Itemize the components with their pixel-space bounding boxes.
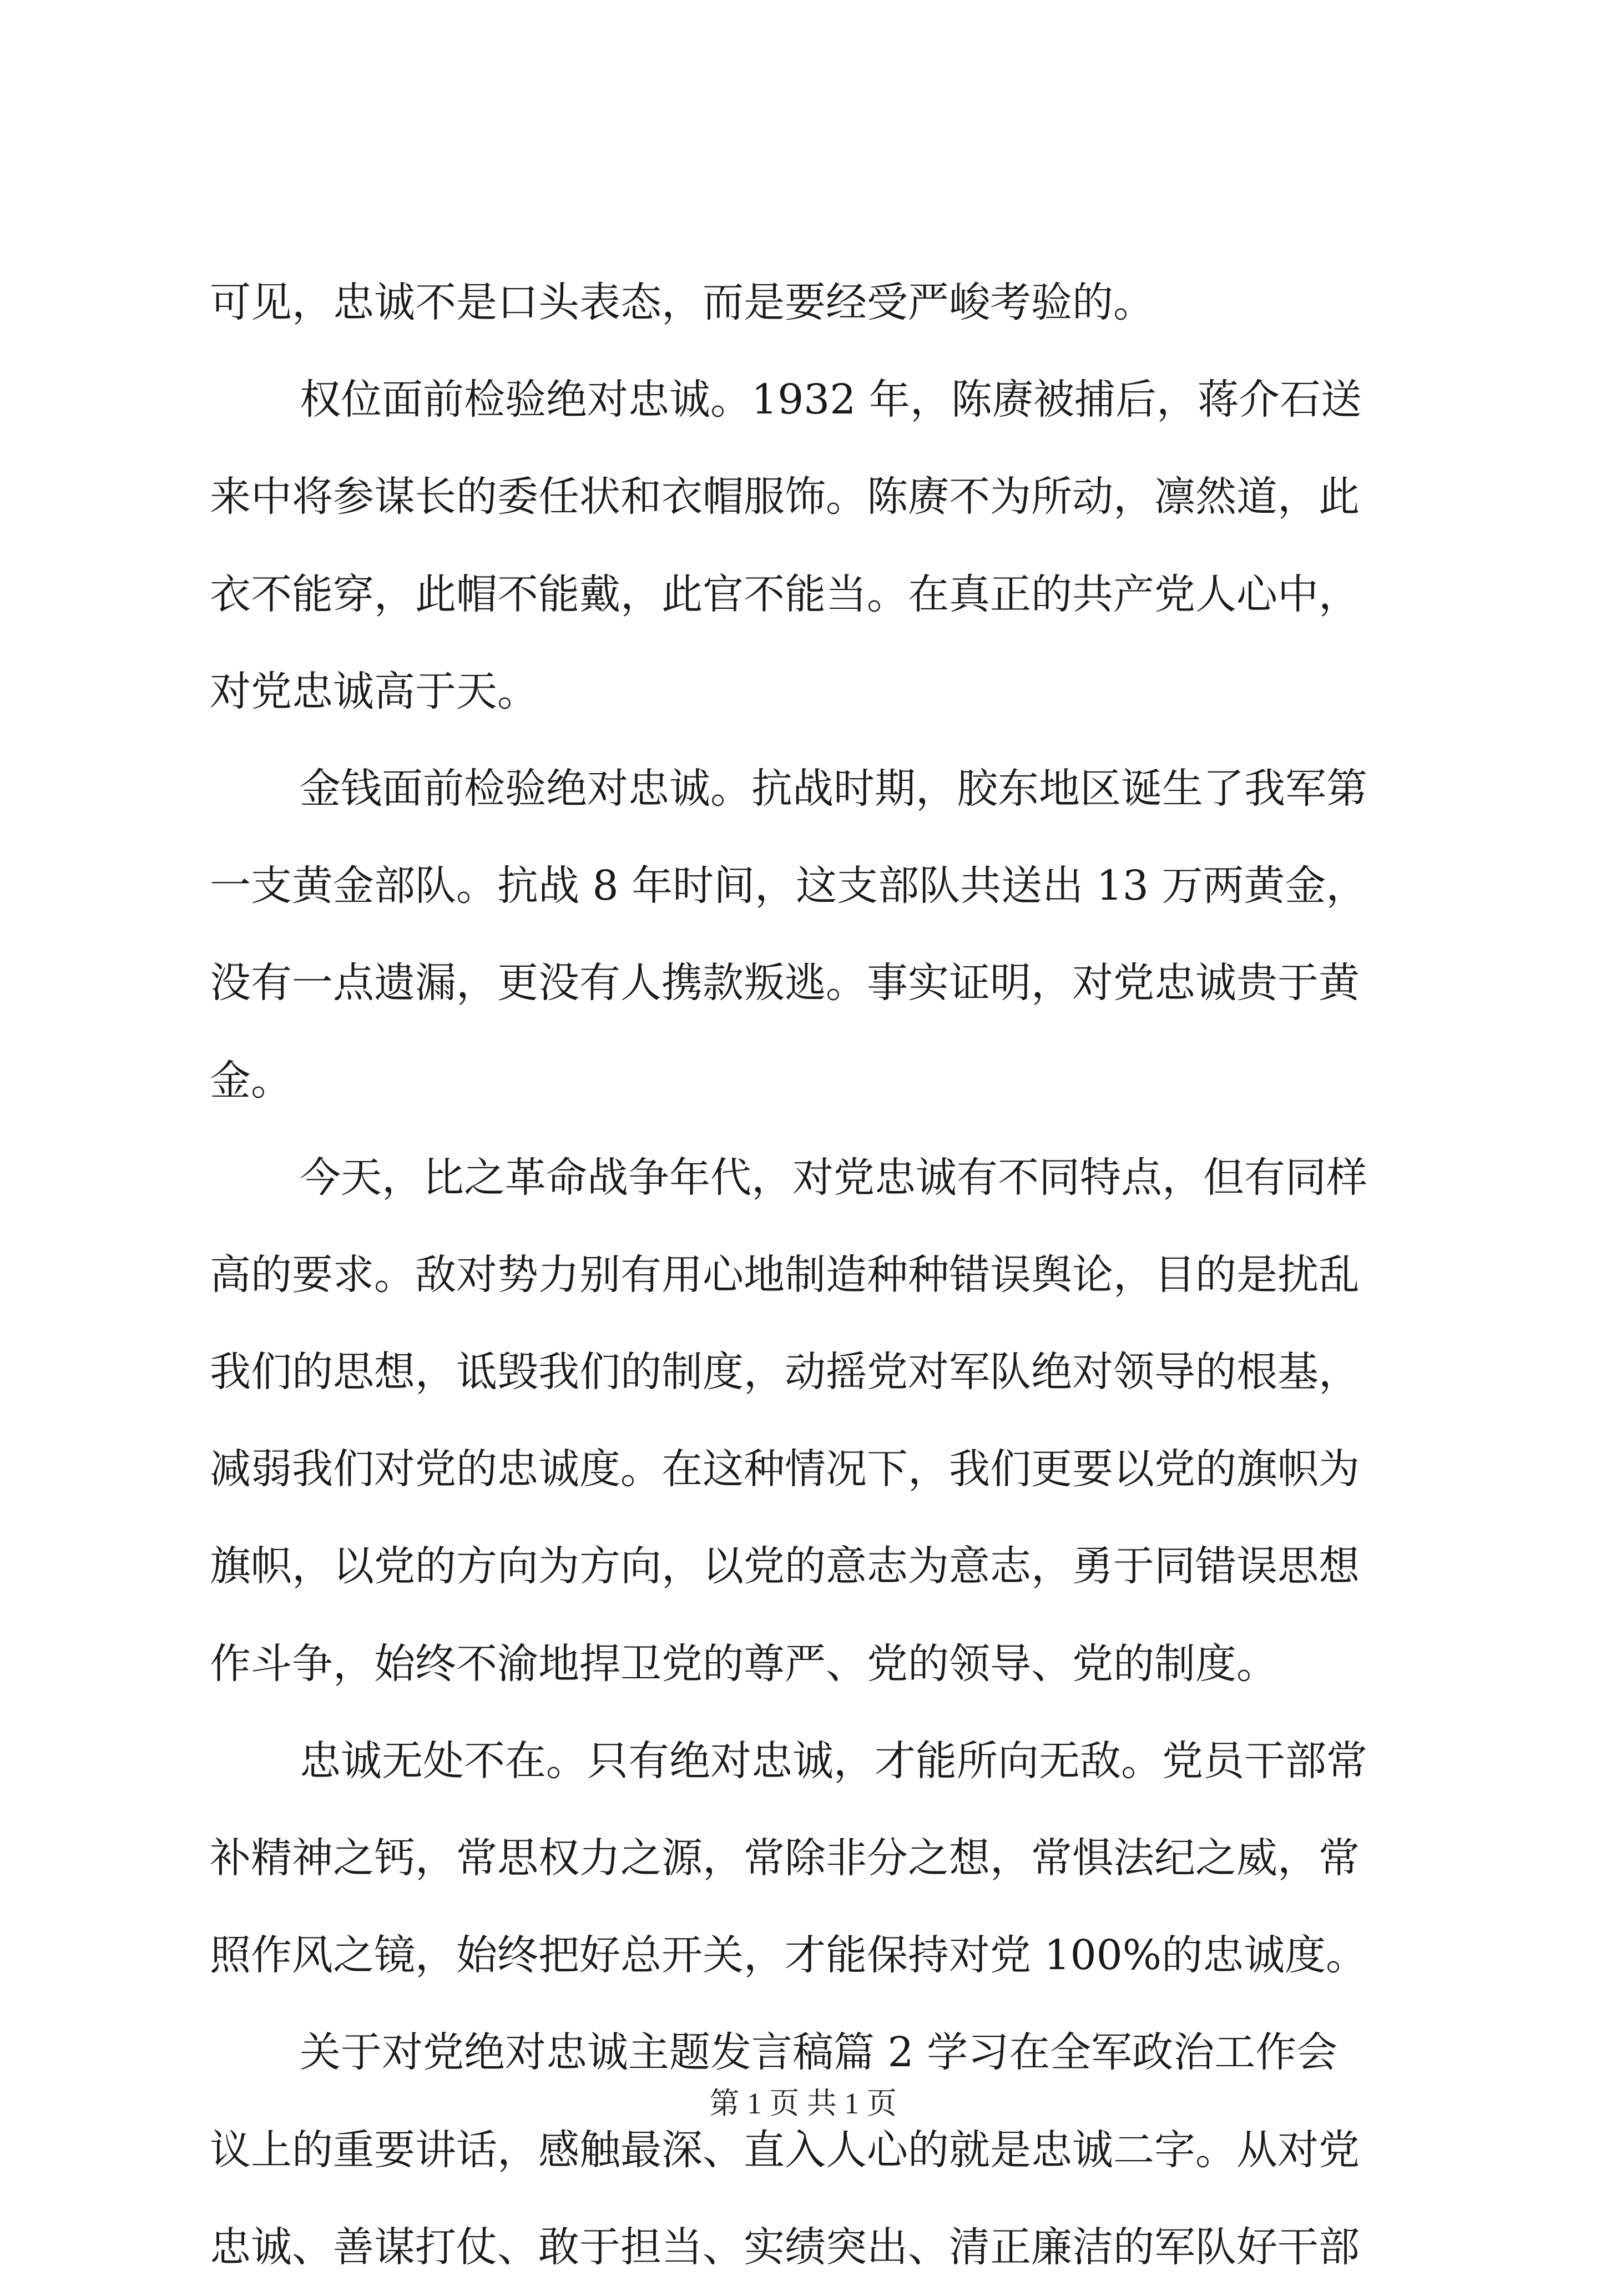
text-line: 忠诚、善谋打仗、敢于担当、实绩突出、清正廉洁的军队好干部 [210,2223,1360,2271]
text-line: 补精神之钙，常思权力之源，常除非分之想，常惧法纪之威，常 [210,1834,1360,1882]
text-line: 高的要求。敌对势力别有用心地制造种种错误舆论，目的是扰乱 [210,1250,1360,1299]
text-line: 今天，比之革命战争年代，对党忠诚有不同特点，但有同样 [300,1153,1367,1202]
page-footer: 第 1 页 共 1 页 [709,2087,897,2120]
text-line: 没有一点遗漏，更没有人携款叛逃。事实证明，对党忠诚贵于黄 [210,959,1360,1007]
text-line: 忠诚无处不在。只有绝对忠诚，才能所向无敌。党员干部常 [300,1737,1367,1785]
text-line: 关于对党绝对忠诚主题发言稿篇 2 学习在全军政治工作会 [300,2028,1338,2077]
text-line: 权位面前检验绝对忠诚。1932 年，陈赓被捕后，蒋介石送 [300,376,1362,424]
text-line: 一支黄金部队。抗战 8 年时间，这支部队共送出 13 万两黄金， [210,862,1367,910]
text-line: 议上的重要讲话，感触最深、直入人心的就是忠诚二字。从对党 [210,2126,1360,2174]
text-line: 衣不能穿，此帽不能戴，此官不能当。在真正的共产党人心中， [210,570,1360,618]
text-line: 我们的思想，诋毁我们的制度，动摇党对军队绝对领导的根基， [210,1348,1360,1396]
text-line: 金钱面前检验绝对忠诚。抗战时期，胶东地区诞生了我军第 [300,764,1367,813]
text-line: 作斗争，始终不渝地捍卫党的尊严、党的领导、党的制度。 [210,1639,1277,1688]
text-line: 减弱我们对党的忠诚度。在这种情况下，我们更要以党的旗帜为 [210,1445,1360,1493]
text-line: 对党忠诚高于天。 [210,667,538,715]
text-line: 来中将参谋长的委任状和衣帽服饰。陈赓不为所动，凛然道，此 [210,473,1360,521]
document-body [210,254,1397,2296]
text-line: 旗帜，以党的方向为方向，以党的意志为意志，勇于同错误思想 [210,1542,1360,1591]
text-line: 金。 [210,1056,292,1104]
text-line: 照作风之镜，始终把好总开关，才能保持对党 100%的忠诚度。 [210,1931,1367,1980]
text-line: 可见，忠诚不是口头表态，而是要经受严峻考验的。 [210,279,1154,326]
